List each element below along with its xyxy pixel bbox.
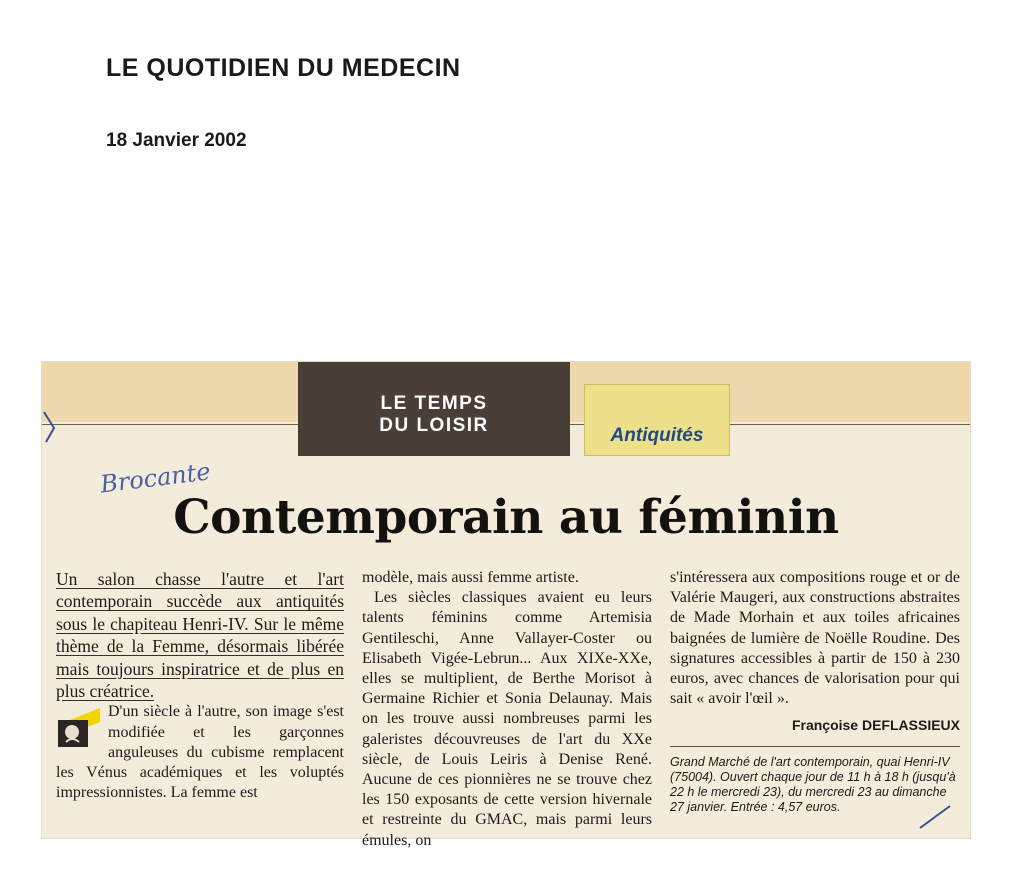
article-column-2	[362, 568, 652, 851]
rubric-line-1: LE TEMPS	[380, 393, 488, 414]
publication-date: 18 Janvier 2002	[106, 130, 247, 151]
rubric-le-temps-du-loisir	[298, 362, 570, 456]
rubric-antiquites-label: Antiquités	[610, 425, 704, 446]
article-body-col3: s'intéressera aux compositions rouge et or de Valérie Maugeri, aux constructions abstraites de Made Morhain et aux toiles africaines baignées de lumière de Noëlle Roudine. Des signatures accessibles à partir de 150 à 230 euros, avec chances de valorisation pour qui sait « avoir l'œil ».	[670, 569, 960, 708]
article-column-3	[670, 568, 960, 815]
event-info-box: Grand Marché de l'art contemporain, quai Henri-IV (75004). Ouvert chaque jour de 11 h à 18 h (jusqu'à 22 h le mercredi 23), du mercredi 23 au dimanche 27 janvier. Entrée : 4,57 euros.	[670, 746, 960, 815]
article-headline: Contemporain au féminin	[173, 490, 839, 545]
article-body-col1: D'un siècle à l'autre, son image s'est modifiée et les garçonnes anguleuses du cubisme remplacent les Vénus académiques et les voluptés impressionnistes. La femme est	[56, 703, 344, 802]
handwritten-note: Brocante	[98, 457, 212, 499]
pen-stroke-icon	[42, 408, 62, 448]
publication-title: LE QUOTIDIEN DU MEDECIN	[106, 54, 461, 82]
pen-stroke-icon	[918, 804, 952, 830]
rubric-line-2: DU LOISIR	[379, 415, 489, 436]
article-lede: Un salon chasse l'autre et l'art contemporain succède aux antiquités sous le chapiteau Henri-IV. Sur le même thème de la Femme, désormais libérée mais toujours inspiratrice et de plus en plus créatrice.	[56, 569, 344, 702]
engraved-vignette-icon	[56, 706, 102, 748]
article-byline: Françoise DEFLASSIEUX	[791, 717, 960, 734]
article-body-col2-p2: Les siècles classiques avaient eu leurs talents féminins comme Artemisia Gentileschi, Anne Vallayer-Coster ou Elisabeth Vigée-Lebrun... Aux XIXe-XXe, elles se multiplient, de Berthe Morisot à Germaine Richier et Sonia Delaunay. Mais on les trouve aussi nombreuses parmi les galeristes découvreuses de l'art du XXe siècle, de Louis Leiris à Denise René. Aucune de ces pionnières ne se trouve chez les 150 exposants de cette version hivernale et restreinte du GMAC, mais parmi leurs émules, on	[362, 589, 652, 849]
rubric-antiquites	[584, 384, 730, 456]
article-column-1	[56, 568, 344, 803]
newspaper-clipping	[42, 362, 970, 849]
article-body-col2-p1: modèle, mais aussi femme artiste.	[362, 569, 579, 586]
